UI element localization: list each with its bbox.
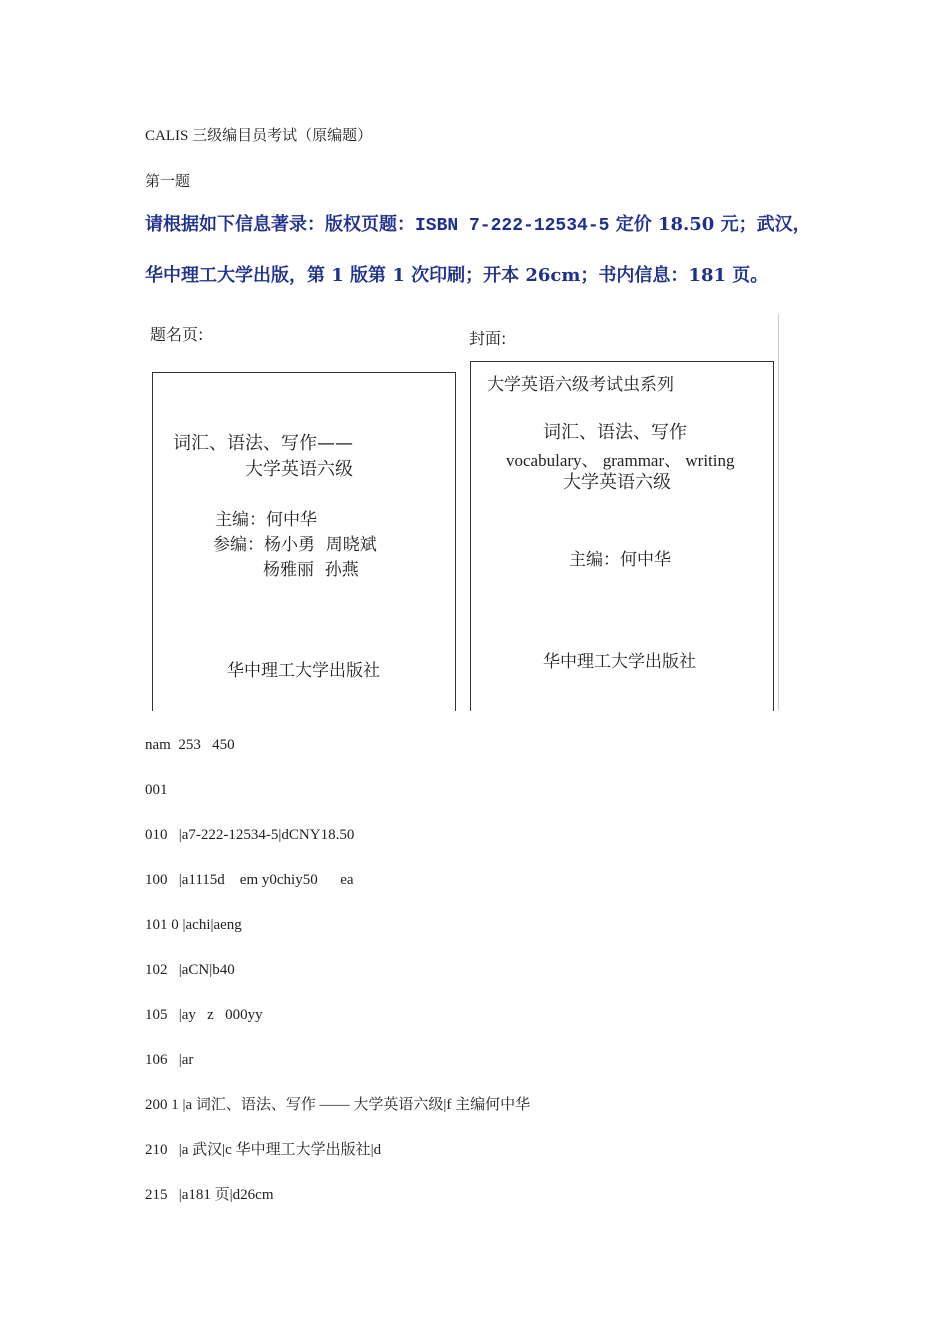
title-page-box [152,372,456,711]
marc-field-200: 200 1 |a 词汇、语法、写作 —— 大学英语六级|f 主编何中华 [145,1097,531,1113]
book-figure [140,314,782,710]
section-heading: 第一题 [145,174,191,190]
document-title: CALIS 三级编目员考试（原编题） [145,128,373,144]
cover-title-english: vocabulary、 grammar、 writing [506,451,735,470]
cover-label: 封面: [469,329,507,348]
figure-crop-edge [778,314,779,710]
cover-editor: 主编：何中华 [569,550,671,570]
marc-field-001: 001 [145,782,168,798]
question-line-2: 华中理工大学出版，第 1 版第 1 次印刷；开本 26cm；书内信息：181 页。 [145,265,769,286]
title-page-contributors-2: 杨雅丽 孙燕 [263,560,359,580]
title-page-label: 题名页: [150,325,204,344]
cover-series: 大学英语六级考试虫系列 [487,375,674,395]
cover-publisher: 华中理工大学出版社 [543,652,696,672]
marc-field-leader: nam 253 450 [145,737,235,753]
title-page-contributors-1: 参编：杨小勇 周晓斌 [213,535,377,555]
question-isbn: ISBN 7-222-12534-5 [415,216,610,236]
question-text-c: 定价 18.50 元；武汉， [609,214,811,235]
marc-field-100: 100 |a1115d em y0chiy50 ea [145,872,354,888]
cover-title-2: 大学英语六级 [563,472,671,493]
cover-title-1: 词汇、语法、写作 [543,422,687,443]
marc-field-102: 102 |aCN|b40 [145,962,235,978]
title-page-title-2: 大学英语六级 [245,459,353,480]
marc-field-106: 106 |ar [145,1052,194,1068]
title-page-editor: 主编：何中华 [215,510,317,530]
marc-field-210: 210 |a 武汉|c 华中理工大学出版社|d [145,1142,382,1158]
question-line-1 [145,212,811,239]
question-text-a: 请根据如下信息著录：版权页题： [145,214,415,235]
marc-field-010: 010 |a7-222-12534-5|dCNY18.50 [145,827,355,843]
marc-field-105: 105 |ay z 000yy [145,1007,263,1023]
title-page-title-1: 词汇、语法、写作—— [173,433,353,454]
marc-field-101: 101 0 |achi|aeng [145,917,242,933]
marc-field-215: 215 |a181 页|d26cm [145,1187,274,1203]
title-page-publisher: 华中理工大学出版社 [227,661,380,681]
cover-box [470,361,774,711]
